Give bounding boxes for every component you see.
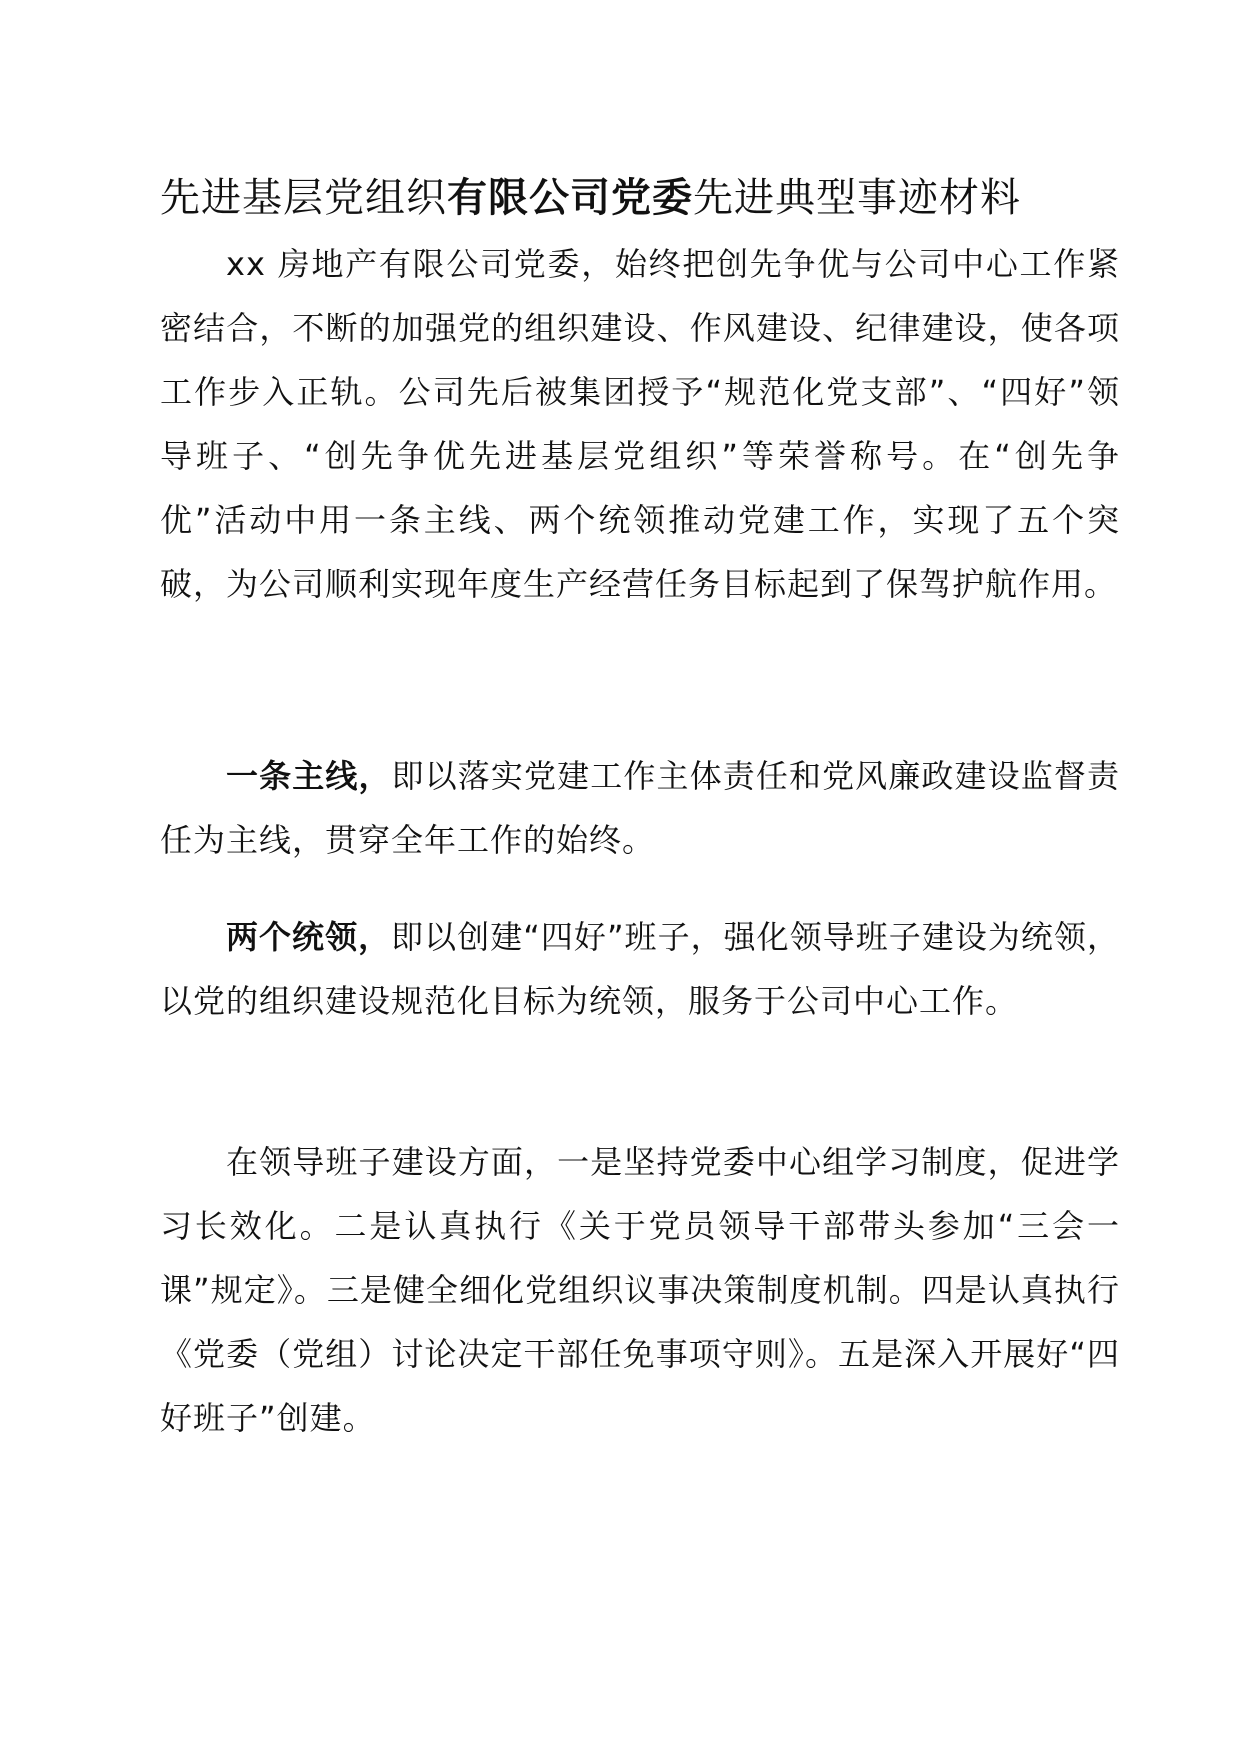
body-paragraph-1 — [160, 232, 1120, 616]
title-part-2-bold: 有限公司党委 — [447, 175, 693, 221]
paragraph-4-text: 在领导班子建设方面，一是坚持党委中心组学习制度，促进学习长效化。二是认真执行《关于党员领导干部带头参加“三会一课”规定》。三是健全细化党组织议事决策制度机制。四是认真执行《党委（党组）讨论决定干部任免事项守则》。五是深入开展好“四好班子”创建。 — [160, 1143, 1120, 1437]
paragraph-2-text: 即以落实党建工作主体责任和党风廉政建设监督责任为主线，贯穿全年工作的始终。 — [160, 757, 1120, 859]
paragraph-2-lead: 一条主线， — [226, 757, 392, 795]
paragraph-3-text: 即以创建“四好”班子，强化领导班子建设为统领，以党的组织建设规范化目标为统领，服务于公司中心工作。 — [160, 918, 1120, 1020]
body-paragraph-2 — [160, 744, 1120, 872]
title-part-1: 先进基层党组织 — [160, 175, 447, 221]
paragraph-3-lead: 两个统领， — [226, 918, 392, 956]
title-part-3: 先进典型事迹材料 — [693, 175, 1021, 221]
body-paragraph-4 — [160, 1130, 1120, 1450]
document-title — [160, 168, 1120, 228]
body-paragraph-3 — [160, 905, 1120, 1033]
paragraph-1-text: xx 房地产有限公司党委，始终把创先争优与公司中心工作紧密结合，不断的加强党的组织建设、作风建设、纪律建设，使各项工作步入正轨。公司先后被集团授予“规范化党支部”、“四好”领导班子、“创先争优先进基层党组织”等荣誉称号。在“创先争优”活动中用一条主线、两个统领推动党建工作，实现了五个突破，为公司顺利实现年度生产经营任务目标起到了保驾护航作用。 — [160, 245, 1120, 603]
